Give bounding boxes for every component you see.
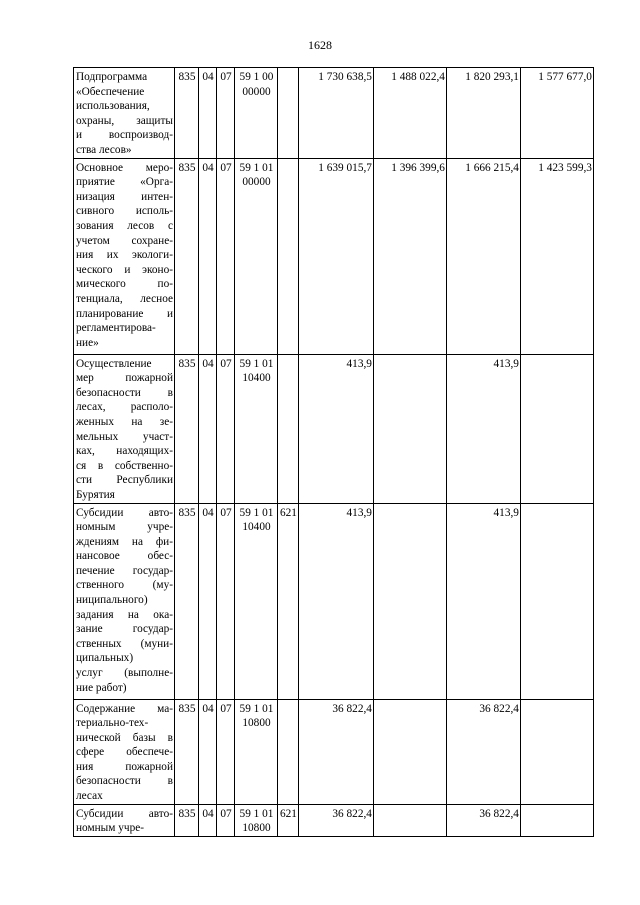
expense-name-line: Осуществление bbox=[76, 357, 152, 370]
target-article-part: 59 1 01 bbox=[239, 807, 274, 820]
expense-type-cell bbox=[278, 354, 299, 503]
expense-name-cell bbox=[74, 804, 175, 836]
amount-cell-v4: 1 423 599,3 bbox=[520, 158, 593, 354]
target-article-part: 59 1 01 bbox=[239, 161, 274, 174]
expense-name-line: зования лесов с bbox=[76, 219, 173, 232]
target-article-part: 10800 bbox=[242, 822, 271, 835]
amount-cell-v2 bbox=[373, 804, 446, 836]
target-article-part: 59 1 01 bbox=[239, 702, 274, 715]
expense-name-line: ние работ) bbox=[76, 681, 127, 694]
expense-name-line: безопасности в bbox=[76, 775, 173, 788]
amount-cell-v1: 1 730 638,5 bbox=[298, 68, 373, 159]
expense-name-line: «Обеспечение bbox=[76, 85, 145, 98]
amount-cell-v3: 413,9 bbox=[446, 503, 520, 699]
expense-name-line: ния пожарной bbox=[76, 760, 173, 773]
target-article-part: 10800 bbox=[242, 717, 271, 730]
expense-name-line: ках, находящих- bbox=[76, 445, 173, 458]
table-row bbox=[74, 804, 594, 836]
ministry-code-cell: 835 bbox=[175, 68, 199, 159]
expense-name-line: ждениям на фи- bbox=[76, 535, 173, 548]
table-row bbox=[74, 68, 594, 159]
expense-name-line: зание государ- bbox=[76, 623, 173, 636]
expense-name-line: ства лесов» bbox=[76, 143, 132, 156]
expense-name-cell bbox=[74, 354, 175, 503]
expense-name-line: тенциала, лесное bbox=[76, 292, 173, 305]
expense-name-line: учетом сохране- bbox=[76, 234, 173, 247]
section-code-cell: 04 bbox=[199, 804, 217, 836]
expense-name-line: номным учре- bbox=[76, 521, 173, 534]
subsection-code-cell: 07 bbox=[217, 354, 235, 503]
target-article-cell bbox=[235, 503, 278, 699]
ministry-code-cell: 835 bbox=[175, 804, 199, 836]
expense-name-line: безопасности в bbox=[76, 386, 173, 399]
expense-name-line: задания на ока- bbox=[76, 608, 173, 621]
amount-cell-v2 bbox=[373, 354, 446, 503]
subsection-code-cell: 07 bbox=[217, 503, 235, 699]
subsection-code-cell: 07 bbox=[217, 68, 235, 159]
subsection-code-cell: 07 bbox=[217, 699, 235, 804]
table-row bbox=[74, 503, 594, 699]
amount-cell-v2: 1 488 022,4 bbox=[373, 68, 446, 159]
amount-cell-v3: 1 820 293,1 bbox=[446, 68, 520, 159]
amount-cell-v3: 36 822,4 bbox=[446, 804, 520, 836]
expense-type-cell: 621 bbox=[278, 804, 299, 836]
expense-name-line: мер пожарной bbox=[76, 372, 173, 385]
amount-cell-v4 bbox=[520, 503, 593, 699]
table-row bbox=[74, 699, 594, 804]
expense-name-line: ние» bbox=[76, 336, 99, 349]
target-article-part: 00000 bbox=[242, 85, 271, 98]
expense-type-cell: 621 bbox=[278, 503, 299, 699]
expense-name-line: мического по- bbox=[76, 278, 173, 291]
ministry-code-cell: 835 bbox=[175, 503, 199, 699]
expense-name-line: лесах, располо- bbox=[76, 401, 173, 414]
expense-name-line: и воспроизвод- bbox=[76, 129, 173, 142]
subsection-code-cell: 07 bbox=[217, 158, 235, 354]
amount-cell-v2 bbox=[373, 699, 446, 804]
expense-name-line: ния их экологи- bbox=[76, 249, 173, 262]
expense-name-line: женных на зе- bbox=[76, 415, 173, 428]
expense-name-line: Субсидии авто- bbox=[76, 807, 173, 820]
expense-name-cell bbox=[74, 699, 175, 804]
expense-name-line: Основное меро- bbox=[76, 161, 173, 174]
section-code-cell: 04 bbox=[199, 503, 217, 699]
target-article-part: 00000 bbox=[242, 176, 271, 189]
amount-cell-v3: 1 666 215,4 bbox=[446, 158, 520, 354]
expense-name-line: ственных (муни- bbox=[76, 637, 173, 650]
ministry-code-cell: 835 bbox=[175, 699, 199, 804]
expense-name-line: сивного исполь- bbox=[76, 205, 173, 218]
expense-name-line: сти Республики bbox=[76, 474, 173, 487]
budget-table bbox=[73, 67, 594, 837]
expense-type-cell bbox=[278, 68, 299, 159]
page-number: 1628 bbox=[308, 38, 332, 52]
expense-name-line: низация интен- bbox=[76, 190, 173, 203]
expense-name-line: нансовое обес- bbox=[76, 550, 173, 563]
amount-cell-v2 bbox=[373, 503, 446, 699]
expense-name-cell bbox=[74, 68, 175, 159]
expense-name-line: Субсидии авто- bbox=[76, 506, 173, 519]
expense-name-line: ципальных) bbox=[76, 652, 134, 665]
amount-cell-v1: 36 822,4 bbox=[298, 699, 373, 804]
expense-name-line: использования, bbox=[76, 100, 150, 113]
amount-cell-v3: 413,9 bbox=[446, 354, 520, 503]
expense-name-cell bbox=[74, 503, 175, 699]
amount-cell-v1: 413,9 bbox=[298, 503, 373, 699]
amount-cell-v1: 413,9 bbox=[298, 354, 373, 503]
section-code-cell: 04 bbox=[199, 699, 217, 804]
section-code-cell: 04 bbox=[199, 158, 217, 354]
subsection-code-cell: 07 bbox=[217, 804, 235, 836]
amount-cell-v1: 36 822,4 bbox=[298, 804, 373, 836]
target-article-cell bbox=[235, 699, 278, 804]
expense-name-line: Содержание ма- bbox=[76, 702, 173, 715]
amount-cell-v2: 1 396 399,6 bbox=[373, 158, 446, 354]
amount-cell-v4 bbox=[520, 354, 593, 503]
target-article-part: 59 1 00 bbox=[239, 71, 274, 83]
expense-name-line: планирование и bbox=[76, 307, 173, 320]
expense-name-cell bbox=[74, 158, 175, 354]
amount-cell-v4 bbox=[520, 699, 593, 804]
expense-type-cell bbox=[278, 699, 299, 804]
target-article-cell bbox=[235, 68, 278, 159]
expense-name-line: Бурятия bbox=[76, 488, 115, 501]
expense-name-line: лесах bbox=[76, 790, 103, 803]
ministry-code-cell: 835 bbox=[175, 158, 199, 354]
table-row bbox=[74, 158, 594, 354]
section-code-cell: 04 bbox=[199, 68, 217, 159]
expense-name-line: приятие «Орга- bbox=[76, 176, 173, 189]
target-article-part: 59 1 01 bbox=[239, 357, 274, 370]
amount-cell-v3: 36 822,4 bbox=[446, 699, 520, 804]
expense-name-line: охраны, защиты bbox=[76, 114, 173, 127]
expense-name-line: нической базы в bbox=[76, 731, 173, 744]
ministry-code-cell: 835 bbox=[175, 354, 199, 503]
expense-name-line: териально-тех- bbox=[76, 717, 149, 730]
expense-name-line: печение государ- bbox=[76, 564, 173, 577]
expense-name-line: ниципального) bbox=[76, 594, 148, 607]
section-code-cell: 04 bbox=[199, 354, 217, 503]
expense-name-line: мельных участ- bbox=[76, 430, 173, 443]
expense-name-line: Подпрограмма bbox=[76, 71, 148, 83]
target-article-cell bbox=[235, 158, 278, 354]
expense-name-line: услуг (выполне- bbox=[76, 667, 173, 680]
target-article-part: 59 1 01 bbox=[239, 506, 274, 519]
target-article-cell bbox=[235, 804, 278, 836]
expense-name-line: ся в собственно- bbox=[76, 459, 173, 472]
expense-name-line: ственного (му- bbox=[76, 579, 173, 592]
target-article-part: 10400 bbox=[242, 372, 271, 385]
amount-cell-v1: 1 639 015,7 bbox=[298, 158, 373, 354]
expense-name-line: номным учре- bbox=[76, 822, 144, 835]
amount-cell-v4: 1 577 677,0 bbox=[520, 68, 593, 159]
expense-name-line: ческого и эконо- bbox=[76, 263, 173, 276]
expense-name-line: сфере обеспече- bbox=[76, 746, 173, 759]
target-article-part: 10400 bbox=[242, 521, 271, 534]
expense-type-cell bbox=[278, 158, 299, 354]
amount-cell-v4 bbox=[520, 804, 593, 836]
expense-name-line: регламентирова- bbox=[76, 322, 156, 335]
target-article-cell bbox=[235, 354, 278, 503]
table-row bbox=[74, 354, 594, 503]
